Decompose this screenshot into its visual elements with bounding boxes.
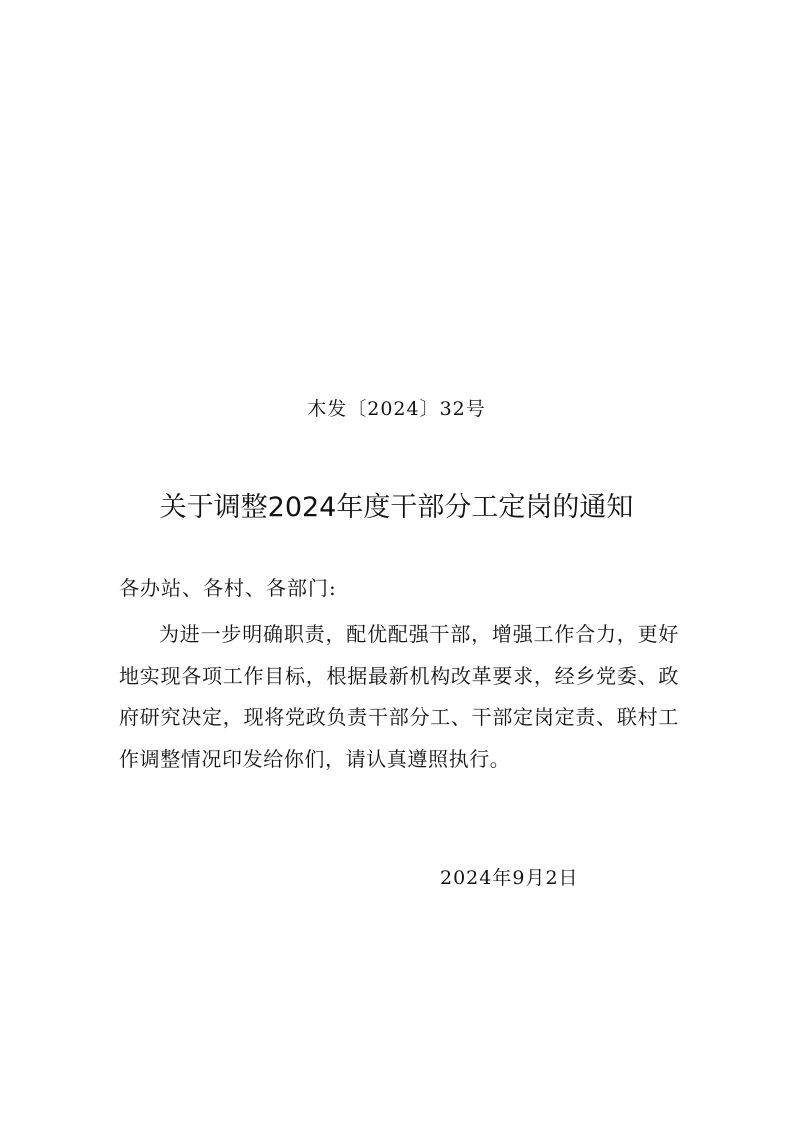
salutation: 各办站、各村、各部门: (119, 576, 337, 600)
document-number: 木发〔2024〕32号 (307, 398, 486, 420)
body-paragraph: 为进一步明确职责，配优配强干部，增强工作合力，更好地实现各项工作目标，根据最新机构改革要求，经乡党委、政府研究决定，现将党政负责干部分工、干部定岗定责、联村工作调整情况印发给你们，请认真遵照执行。 (119, 622, 679, 771)
document-date: 2024年9月2日 (440, 867, 579, 889)
document-title: 关于调整2024年度干部分工定岗的通知 (159, 492, 634, 523)
